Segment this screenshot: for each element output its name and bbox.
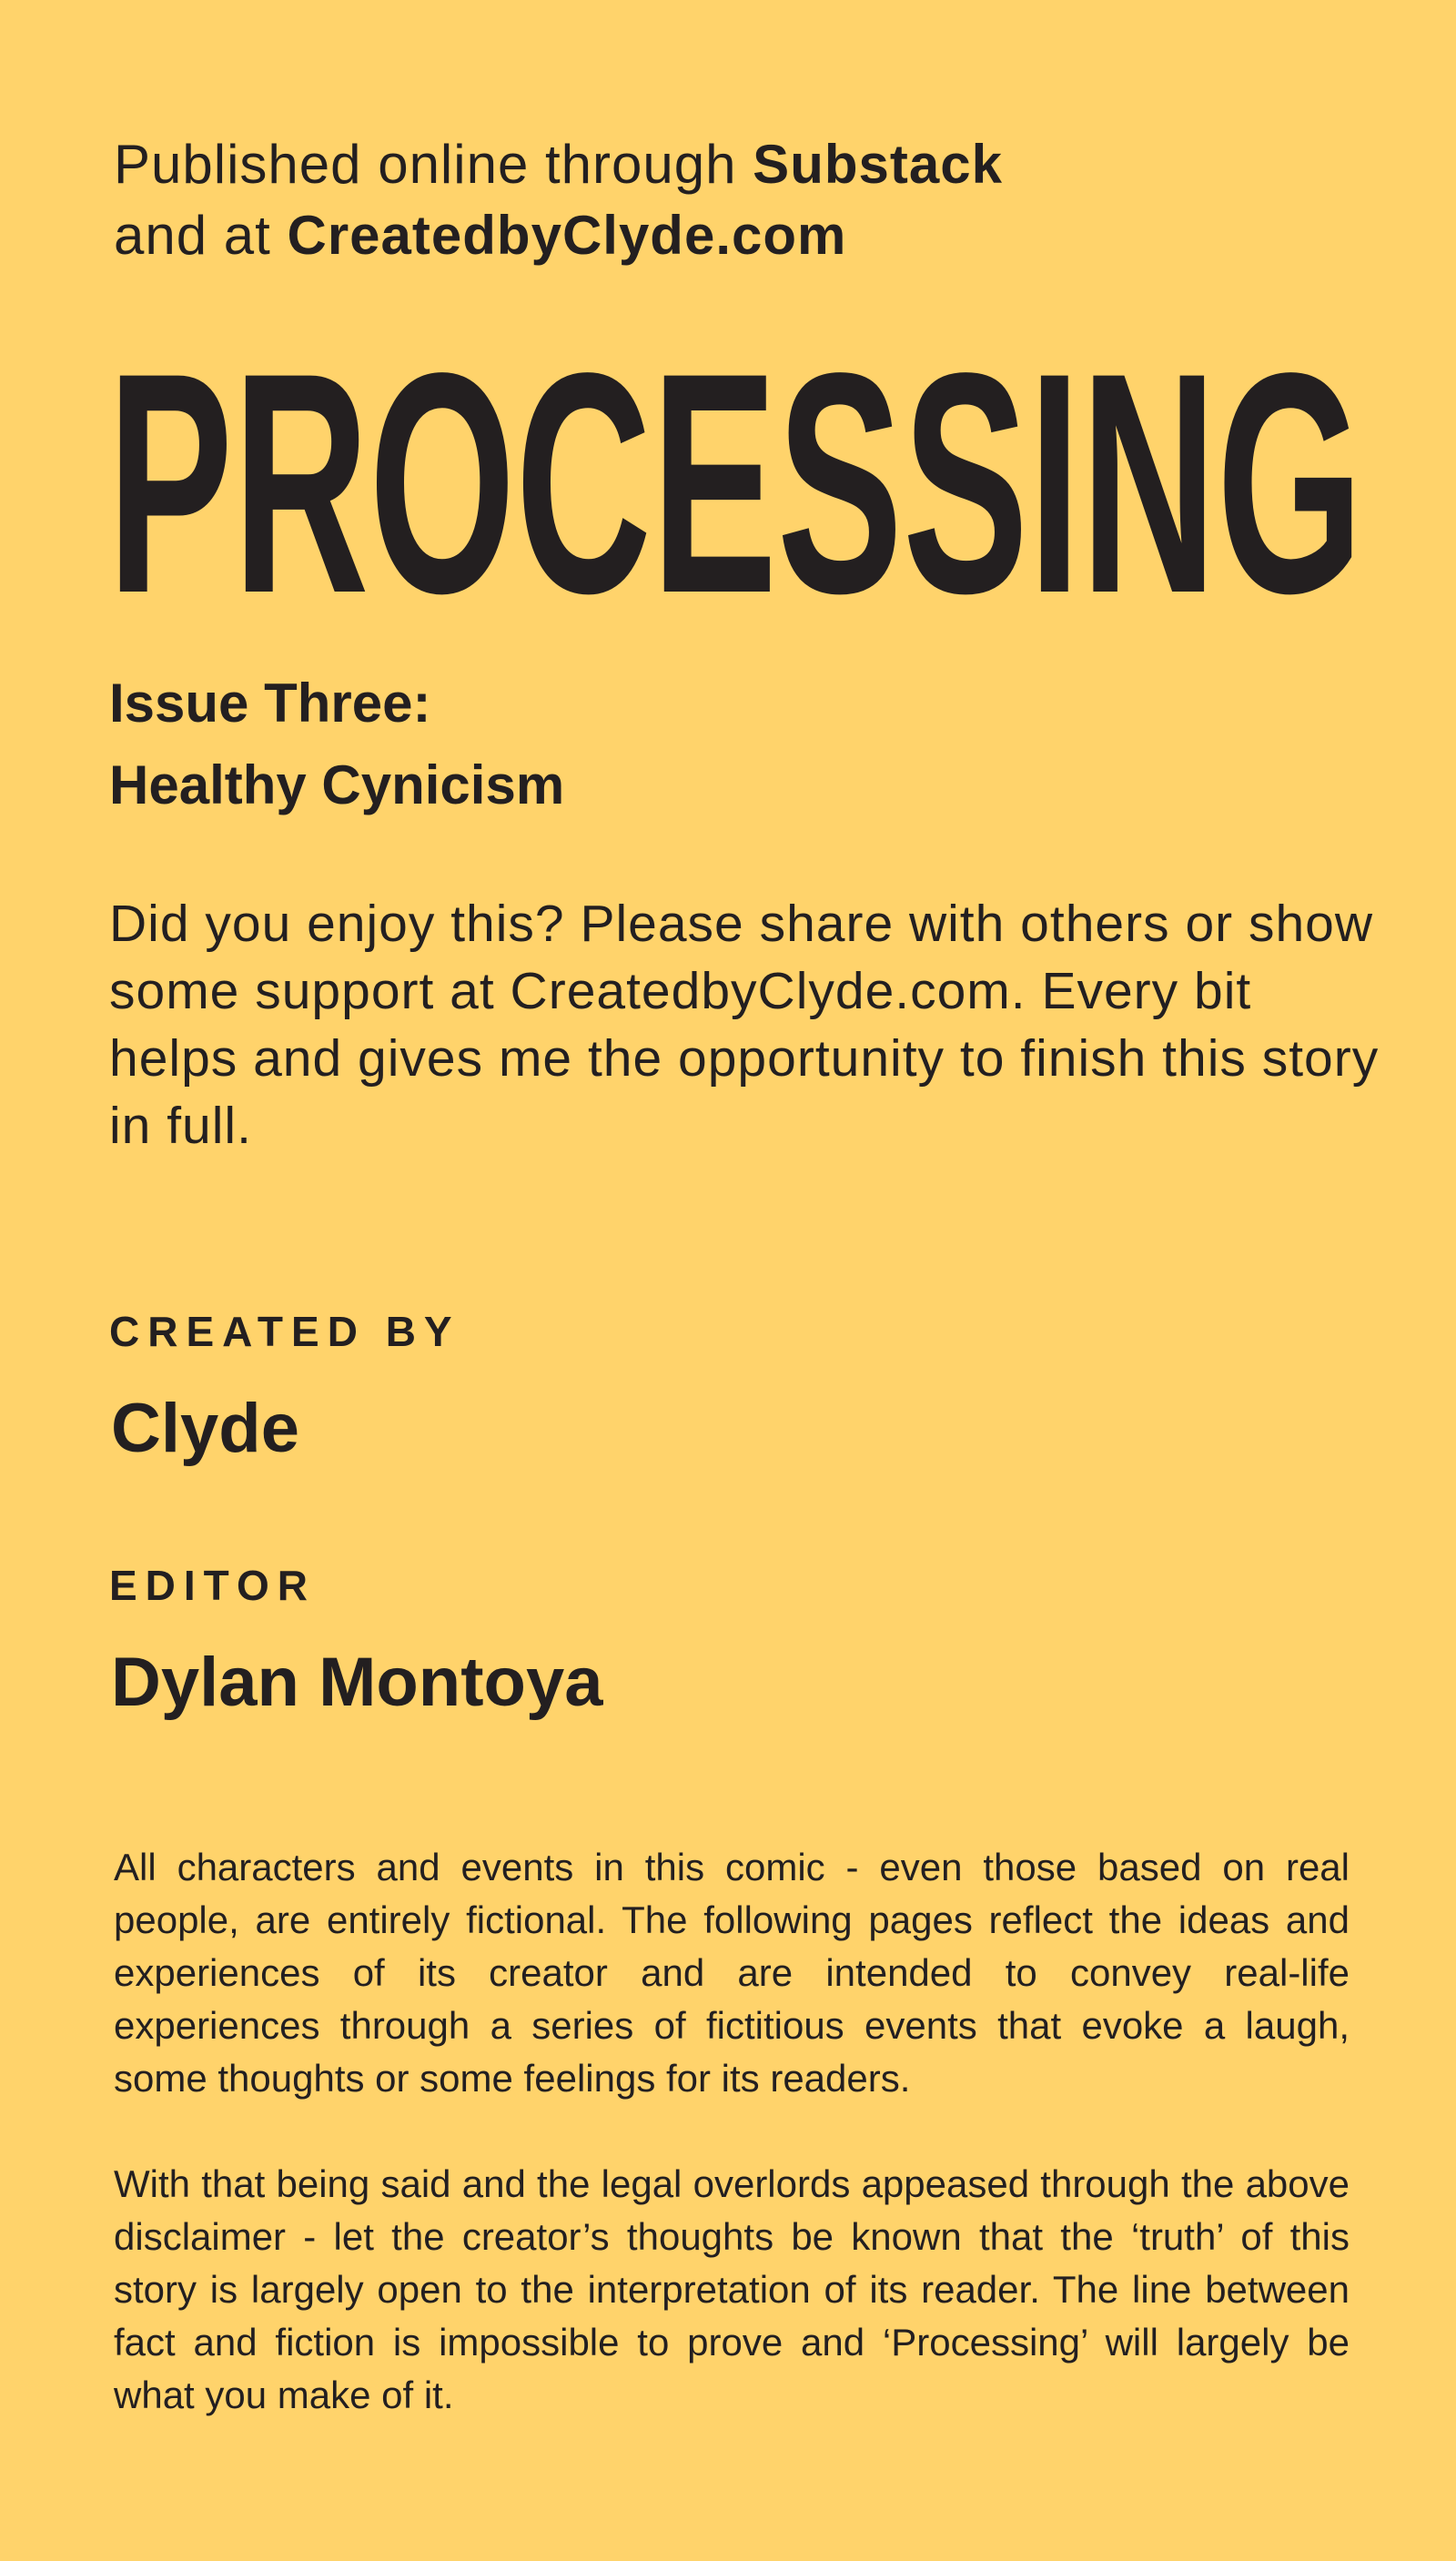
- created-by-label: CREATED BY: [109, 1308, 460, 1355]
- editor-label: EDITOR: [109, 1562, 316, 1609]
- issue-subtitle: Healthy Cynicism: [109, 754, 565, 815]
- disclaimer-paragraph-2: With that being said and the legal overlords appeased through the above disclaimer - let the creator’s thoughts be known that the ‘truth’ of this story is largely open to the interpretation of its reader. The line between fact and fiction is impossible to prove and ‘Processing’ will largely be what you make of it.: [114, 2162, 1350, 2416]
- editor-name: Dylan Montoya: [111, 1644, 603, 1721]
- publication-line-2: [114, 200, 1388, 271]
- issue-heading: [109, 663, 1292, 826]
- issue-number: Issue Three:: [109, 673, 431, 734]
- publication-info: [114, 129, 1388, 271]
- comic-title-text: PROCESSING: [107, 353, 1363, 617]
- publication-prefix-2: and at: [114, 205, 288, 266]
- support-message: Did you enjoy this? Please share with others or show some support at CreatedbyClyde.com. Every bit helps and gives me the opportunity to finish this story in full.: [109, 895, 1380, 1155]
- substack-name: Substack: [753, 134, 1003, 195]
- creator-name: Clyde: [111, 1390, 299, 1467]
- publication-prefix-1: Published online through: [114, 134, 753, 195]
- comic-title: [107, 353, 1363, 617]
- website-name: CreatedbyClyde.com: [287, 205, 847, 266]
- publication-line-1: [114, 129, 1388, 200]
- comic-title-graphic: [107, 353, 1363, 617]
- disclaimer-paragraph-1: All characters and events in this comic - even those based on real people, are entirely fictional. The following pages reflect the ideas and experiences of its creator and are intended to convey real-life experiences through a series of fictitious events that evoke a laugh, some thoughts or some feelings for its readers.: [114, 1846, 1350, 2100]
